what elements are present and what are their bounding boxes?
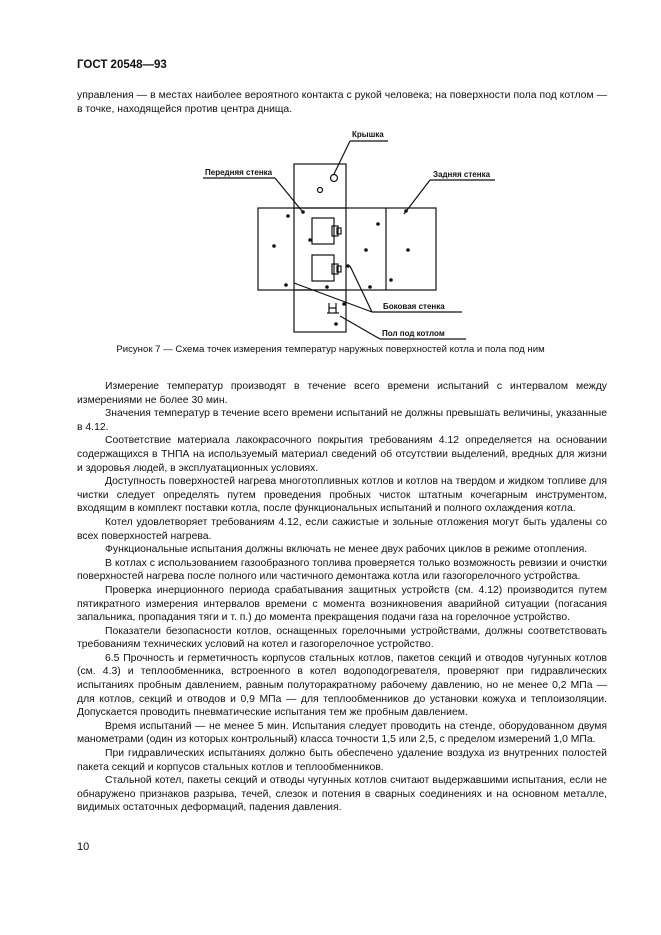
- point: [389, 278, 393, 282]
- lower-opening: [312, 255, 334, 281]
- point: [404, 209, 408, 213]
- figure-caption: Рисунок 7 — Схема точек измерения температур наружных поверхностей котла и пола под ним: [116, 344, 545, 355]
- paragraph: Время испытаний — не менее 5 мин. Испытания следует проводить на стенде, оборудованном двумя манометрами (один из которых контрольный) класса точности 1,5 или 2,5, с пределом измерений 1,0 МПа.: [77, 720, 607, 746]
- point: [286, 214, 290, 218]
- paragraph: При гидравлических испытаниях должно быть обеспечено удаление воздуха из внутренних полостей пакета секций и корпусов стальных котлов и теплообменников.: [77, 748, 607, 773]
- point: [368, 285, 372, 289]
- intro-paragraph: управления — в местах наиболее вероятного контакта с рукой человека; на поверхности пола под котлом — в точке, находящейся против центра днища.: [77, 90, 607, 115]
- paragraph: Измерение температур производят в течение всего времени испытаний с интервалом между измерениями не более 30 мин.: [77, 381, 607, 406]
- paragraph: Стальной котел, пакеты секций и отводы чугунных котлов считают выдержавшими испытания, если не обнаружено признаков разрыва, течей, слезок и потения в сварных соединениях и на основном металле, видимых остаточных деформаций, падения давления.: [77, 775, 607, 814]
- point: [334, 322, 338, 326]
- label-floor: Пол под котлом: [382, 329, 445, 338]
- point: [272, 244, 276, 248]
- leader-front: [275, 178, 302, 211]
- paragraph: 6.5 Прочность и герметичность корпусов стальных котлов, пакетов секций и отводов чугунных котлов (см. 4.3) и теплообменника, встроенного в котел водоподогревателя, проверяют при гидравлических испытаниях пробным давлением, равным полуторакратному рабочему давлению, но не менее 0,2 МПа — для котлов, секций и отводов и 0,9 МПа — для теплообменников до установки кожуха и теплоизоляции. Допускается проводить пневматические испытания тем же пробным давлением.: [77, 652, 607, 719]
- point: [342, 302, 346, 306]
- document-header: ГОСТ 20548—93: [77, 59, 167, 71]
- boiler-measurement-diagram: [0, 0, 661, 360]
- paragraph: Доступность поверхностей нагрева многотопливных котлов и котлов на твердом и жидком топливе для чистки следует определять путем проведения пробных чисток штатным кочегарным инструментом, входящим в комплект поставки котла, после функциональных испытаний и полного охлаждения котла.: [77, 476, 607, 515]
- point: [364, 248, 368, 252]
- label-lid: Крышка: [352, 130, 384, 139]
- paragraph: Соответствие материала лакокрасочного покрытия требованиям 4.12 определяется на основании содержащихся в ТНПА на используемый материал сведений об отсутствии выделений, вредных для жизни и здоровья людей, в эксплуатационных условиях.: [77, 435, 607, 474]
- point: [325, 285, 329, 289]
- paragraph: Котел удовлетворяет требованиям 4.12, если сажистые и зольные отложения могут быть удалены со всех поверхностей нагрева.: [77, 516, 607, 542]
- label-side-wall: Боковая стенка: [383, 302, 445, 311]
- body-text: [77, 380, 607, 815]
- upper-opening: [312, 218, 334, 244]
- paragraph: Показатели безопасности котлов, оснащенных горелочными устройствами, должны соответствовать требованиям технических условий на котел и газогорелочное устройство.: [77, 625, 607, 651]
- point: [406, 248, 410, 252]
- point: [376, 222, 380, 226]
- paragraph: В котлах с использованием газообразного топлива проверяется только возможность ревизии и очистки поверхностей нагрева после полного или частичного демонтажа котла или газогорелочного устройства.: [77, 557, 607, 583]
- point: [308, 238, 312, 242]
- point: [346, 264, 350, 268]
- point: [301, 210, 305, 214]
- lid-circle-1: [331, 175, 338, 182]
- paragraph: Значения температур в течение всего времени испытаний не должны превышать величины, указанные в 4.12.: [77, 408, 607, 433]
- page-number: 10: [77, 841, 90, 853]
- lid-circle-2: [318, 188, 323, 193]
- paragraph: Проверка инерционного периода срабатывания защитных устройств (см. 4.12) производится путем пятикратного измерения интервалов времени с момента возникновения аварийной ситуации (погасания запальника, пропадания тяги и т. п.) до момента прекращения подачи газа на горелочное устройство.: [77, 584, 607, 624]
- label-front-wall: Передняя стенка: [205, 168, 273, 177]
- leader-back: [404, 180, 430, 214]
- floor-block: [294, 290, 346, 332]
- label-back-wall: Задняя стенка: [433, 170, 491, 179]
- lid-panel: [294, 164, 346, 208]
- point: [284, 283, 288, 287]
- paragraph: Функциональные испытания должны включать не менее двух рабочих циклов в режиме отопления.: [105, 544, 588, 556]
- leader-lid: [334, 141, 350, 174]
